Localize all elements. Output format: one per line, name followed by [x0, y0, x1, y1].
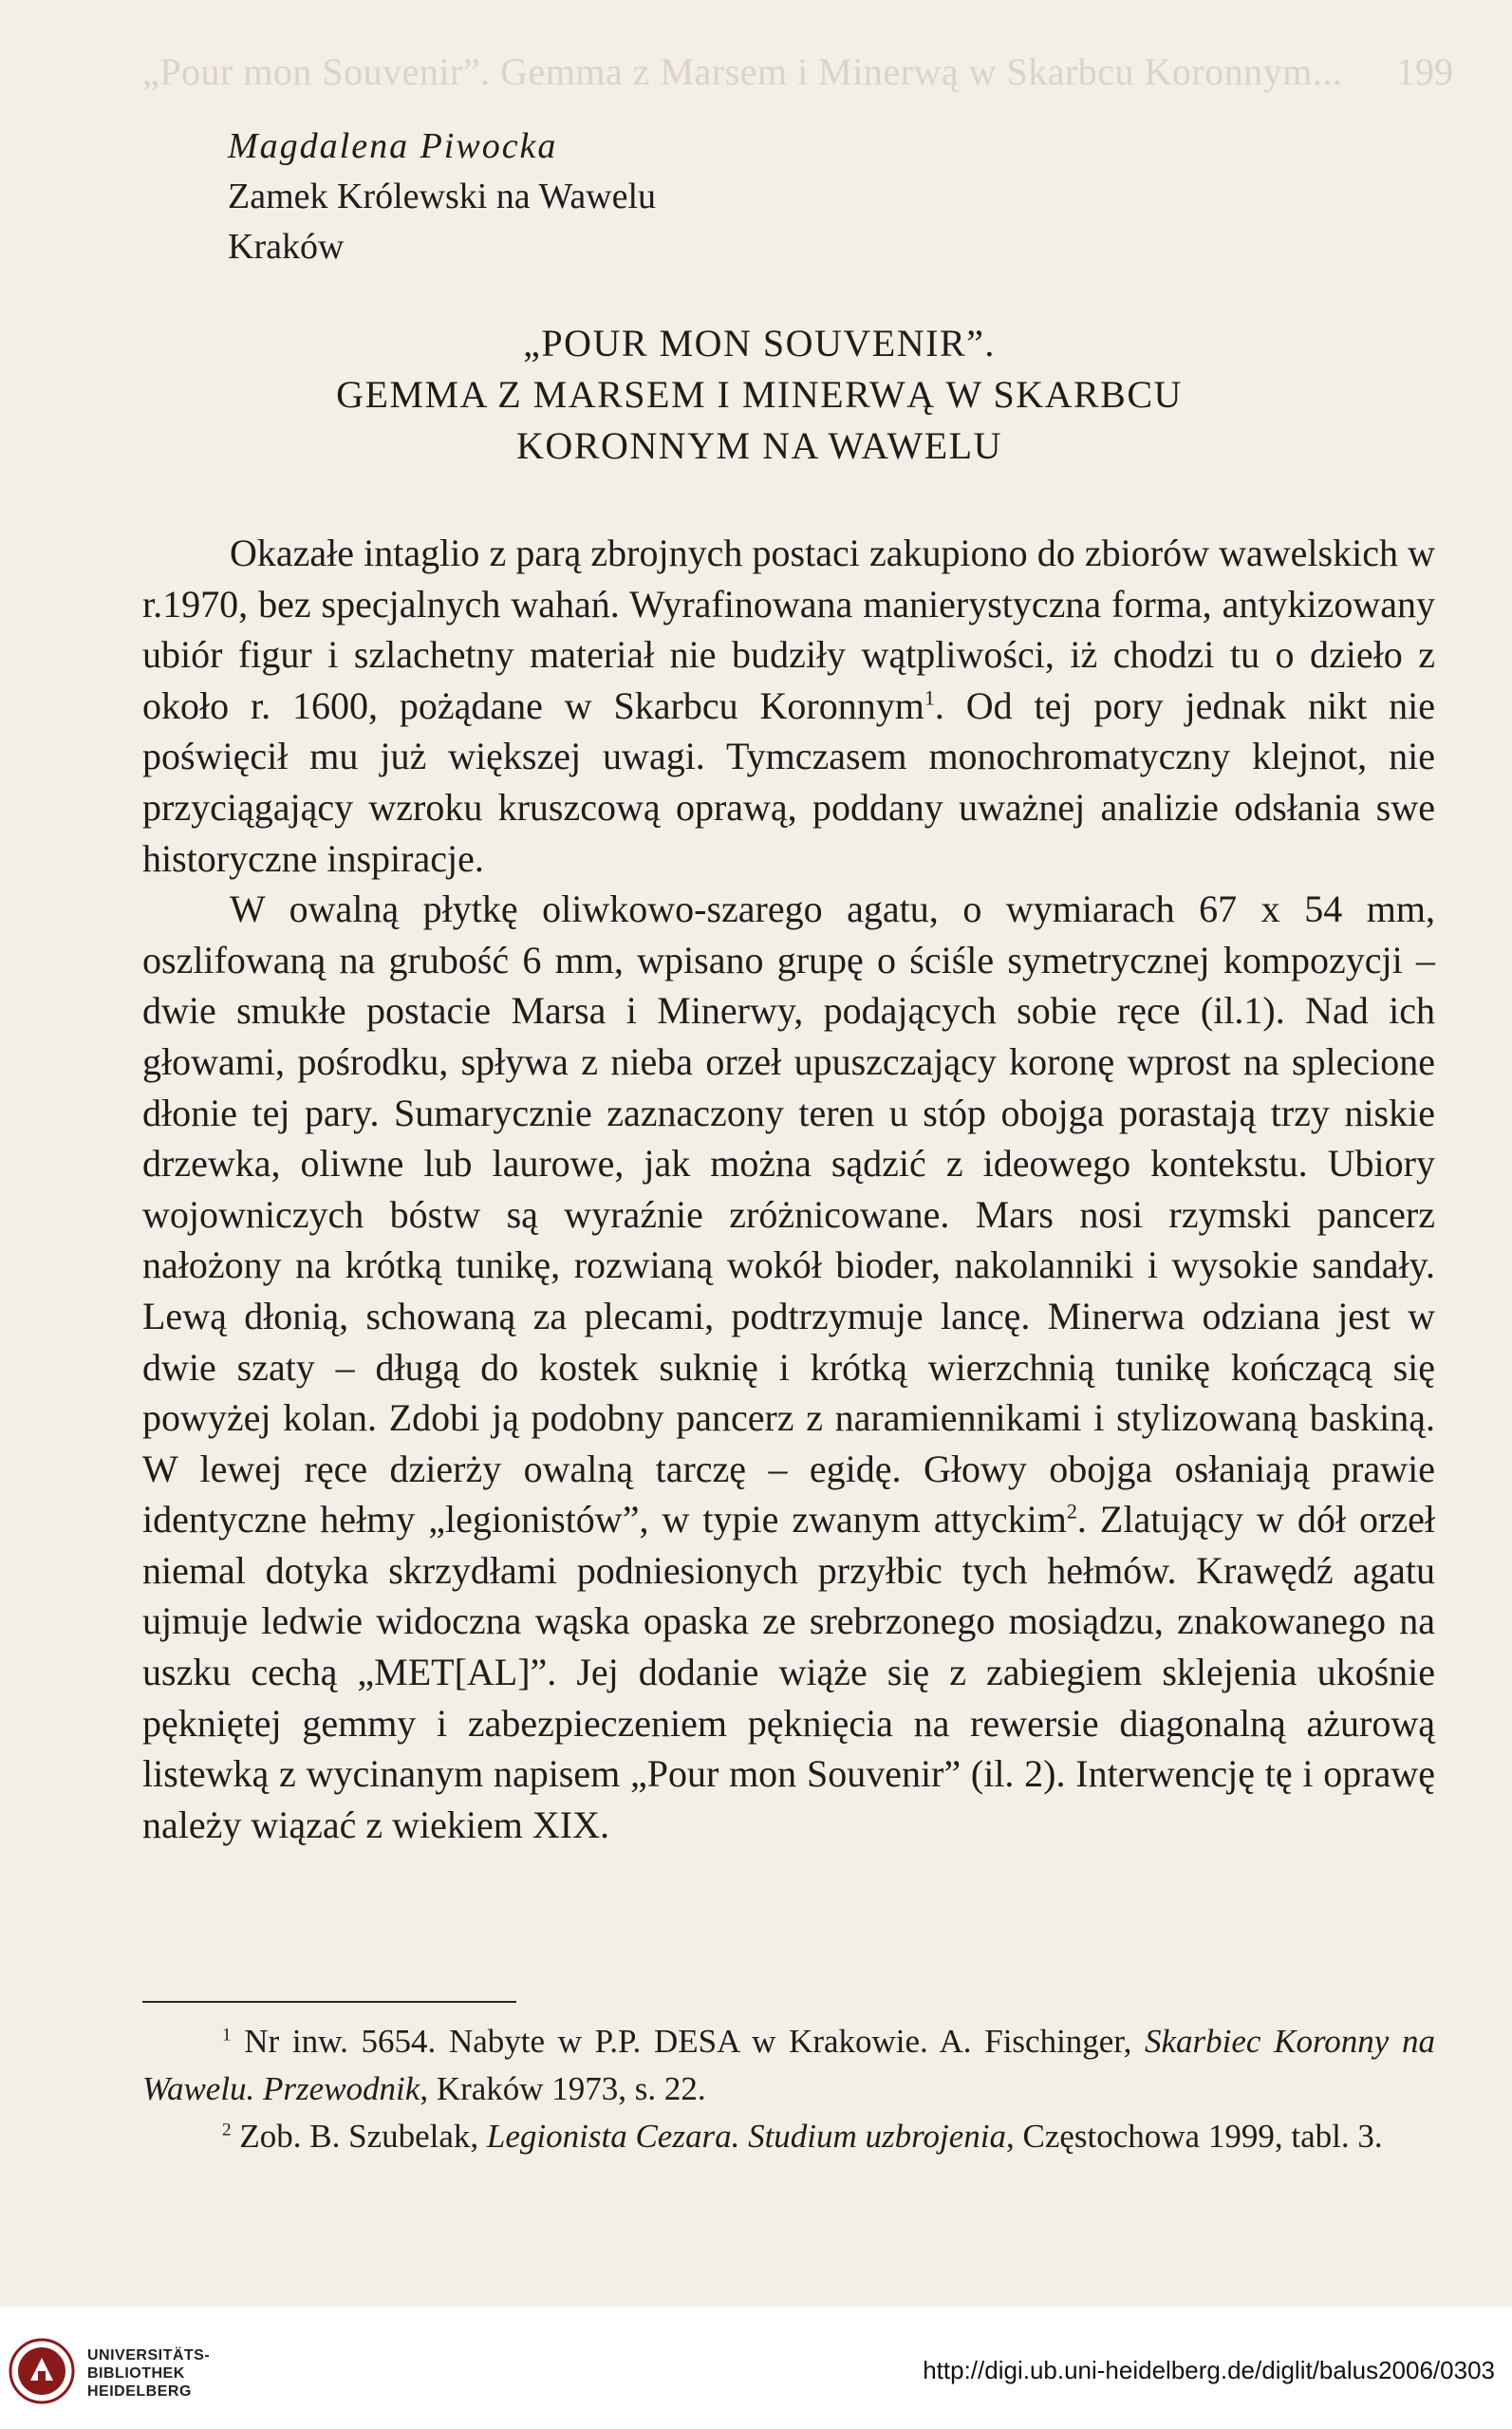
logo-line-2: BIBLIOTHEK	[87, 2365, 185, 2382]
logo-line-1: UNIVERSITÄTS-	[87, 2347, 211, 2364]
footnote-ref-2[interactable]: 2	[1066, 1499, 1077, 1523]
footnote-1-text-a: Nr inw. 5654. Nabyte w P.P. DESA w Krakowie. A. Fischinger,	[231, 2023, 1146, 2060]
permalink-url[interactable]: http://digi.ub.uni-heidelberg.de/diglit/balus2006/0303	[923, 2356, 1495, 2384]
footnote-2-italic: Legionista Cezara. Studium uzbrojenia	[486, 2118, 1006, 2155]
logo-line-3: HEIDELBERG	[87, 2383, 192, 2400]
paragraph-1-text-a: Okazałe intaglio z parą zbrojnych postaci zakupiono do zbiorów wawelskich w r.1970, bez specjalnych wahań. Wyrafinowana manierystyczna forma, antykizowany ubiór figur i szlachetny materiał nie budziły wątpliwości, iż chodzi tu o dzieło z około r. 1600, pożądane w Skarbcu Koronnym	[142, 532, 1435, 727]
footnote-1-number: 1	[222, 2025, 232, 2046]
article-title	[142, 318, 1376, 472]
page-number-showthrough: 199	[1396, 50, 1453, 93]
author-name: Magdalena Piwocka	[228, 126, 558, 166]
article-body	[142, 528, 1435, 1850]
footnote-2	[142, 2113, 1435, 2160]
footnote-1-italic: Skarbiec Koronny na Wawelu. Przewodnik	[142, 2023, 1436, 2107]
footnote-1	[142, 2018, 1435, 2113]
footnote-2-text-b: , Częstochowa 1999, tabl. 3.	[1005, 2118, 1383, 2155]
footnote-2-text-a: Zob. B. Szubelak,	[231, 2118, 487, 2155]
paragraph-2-text-b: . Zlatujący w dół orzeł niemal dotyka skrzydłami podniesionych przyłbic tych hełmów. Krawędź agatu ujmuje ledwie widoczna wąska opaska ze srebrzonego mosiądzu, znakowanego na uszku cechą „MET[AL]”. Jej dodanie wiąże się z zabiegiem sklejenia ukośnie pękniętej gemmy i zabezpieczeniem pęknięcia na rewersie diagonalną ażurową listewką z wycinanym napisem „Pour mon Souvenir” (il. 2). Interwencję tę i oprawę należy wiązać z wiekiem XIX.	[142, 1498, 1435, 1846]
paragraph-1	[142, 528, 1435, 884]
footnote-2-number: 2	[222, 2120, 232, 2140]
paragraph-1-text-b: . Od tej pory jednak nikt nie poświęcił mu już większej uwagi. Tymczasem monochromatyczny klejnot, nie przyciągający wzroku kruszcową oprawą, poddany uważnej analizie odsłania swe historyczne inspiracje.	[142, 683, 1435, 880]
author-block	[228, 121, 656, 272]
footnotes	[142, 2018, 1435, 2160]
university-seal-icon	[8, 2337, 76, 2405]
title-line-2: GEMMA Z MARSEM I MINERWĄ W SKARBCU	[336, 373, 1183, 416]
footnote-divider	[142, 2001, 516, 2003]
author-affiliation: Zamek Królewski na Wawelu	[228, 177, 657, 216]
footnote-ref-1[interactable]: 1	[924, 685, 935, 710]
paragraph-2	[142, 884, 1435, 1850]
library-logo-text	[87, 2346, 210, 2401]
paragraph-2-text-a: W owalną płytkę oliwkowo-szarego agatu, o wymiarach 67 x 54 mm, oszlifowaną na grubość 6 mm, wpisano grupę o ściśle symetrycznej kompozycji – dwie smukłe postacie Marsa i Minerwy, podających sobie ręce (il.1). Nad ich głowami, pośrodku, spływa z nieba orzeł upuszczający koronę wprost na splecione dłonie tej pary. Sumarycznie zaznaczony teren u stóp obojga porastają trzy niskie drzewka, oliwne lub laurowe, jak można sądzić z ideowego kontekstu. Ubiory wojowniczych bóstw są wyraźnie zróżnicowane. Mars nosi rzymski pancerz nałożony na krótką tunikę, rozwianą wokół bioder, nakolanniki i wysokie sandały. Lewą dłonią, schowaną za plecami, podtrzymuje lancę. Minerwa odziana jest w dwie szaty – długą do kostek suknię i krótką wierzchnią tunikę kończącą się powyżej kolan. Zdobi ją podobny pancerz z naramiennikami i stylizowaną baskiną. W lewej ręce dzierży owalną tarczę – egidę. Głowy obojga osłaniają prawie identyczne hełmy „legionistów”, w typie zwanym attyckim	[142, 888, 1435, 1541]
footnote-1-text-b: , Kraków 1973, s. 22.	[420, 2070, 706, 2107]
author-city: Kraków	[228, 227, 345, 267]
title-line-1: „POUR MON SOUVENIR”.	[523, 322, 996, 364]
title-line-3: KORONNYM NA WAWELU	[516, 424, 1002, 467]
library-footer	[0, 2307, 1512, 2429]
running-head-showthrough: „Pour mon Souvenir”. Gemma z Marsem i Minerwą w Skarbcu Koronnym...	[142, 50, 1343, 93]
